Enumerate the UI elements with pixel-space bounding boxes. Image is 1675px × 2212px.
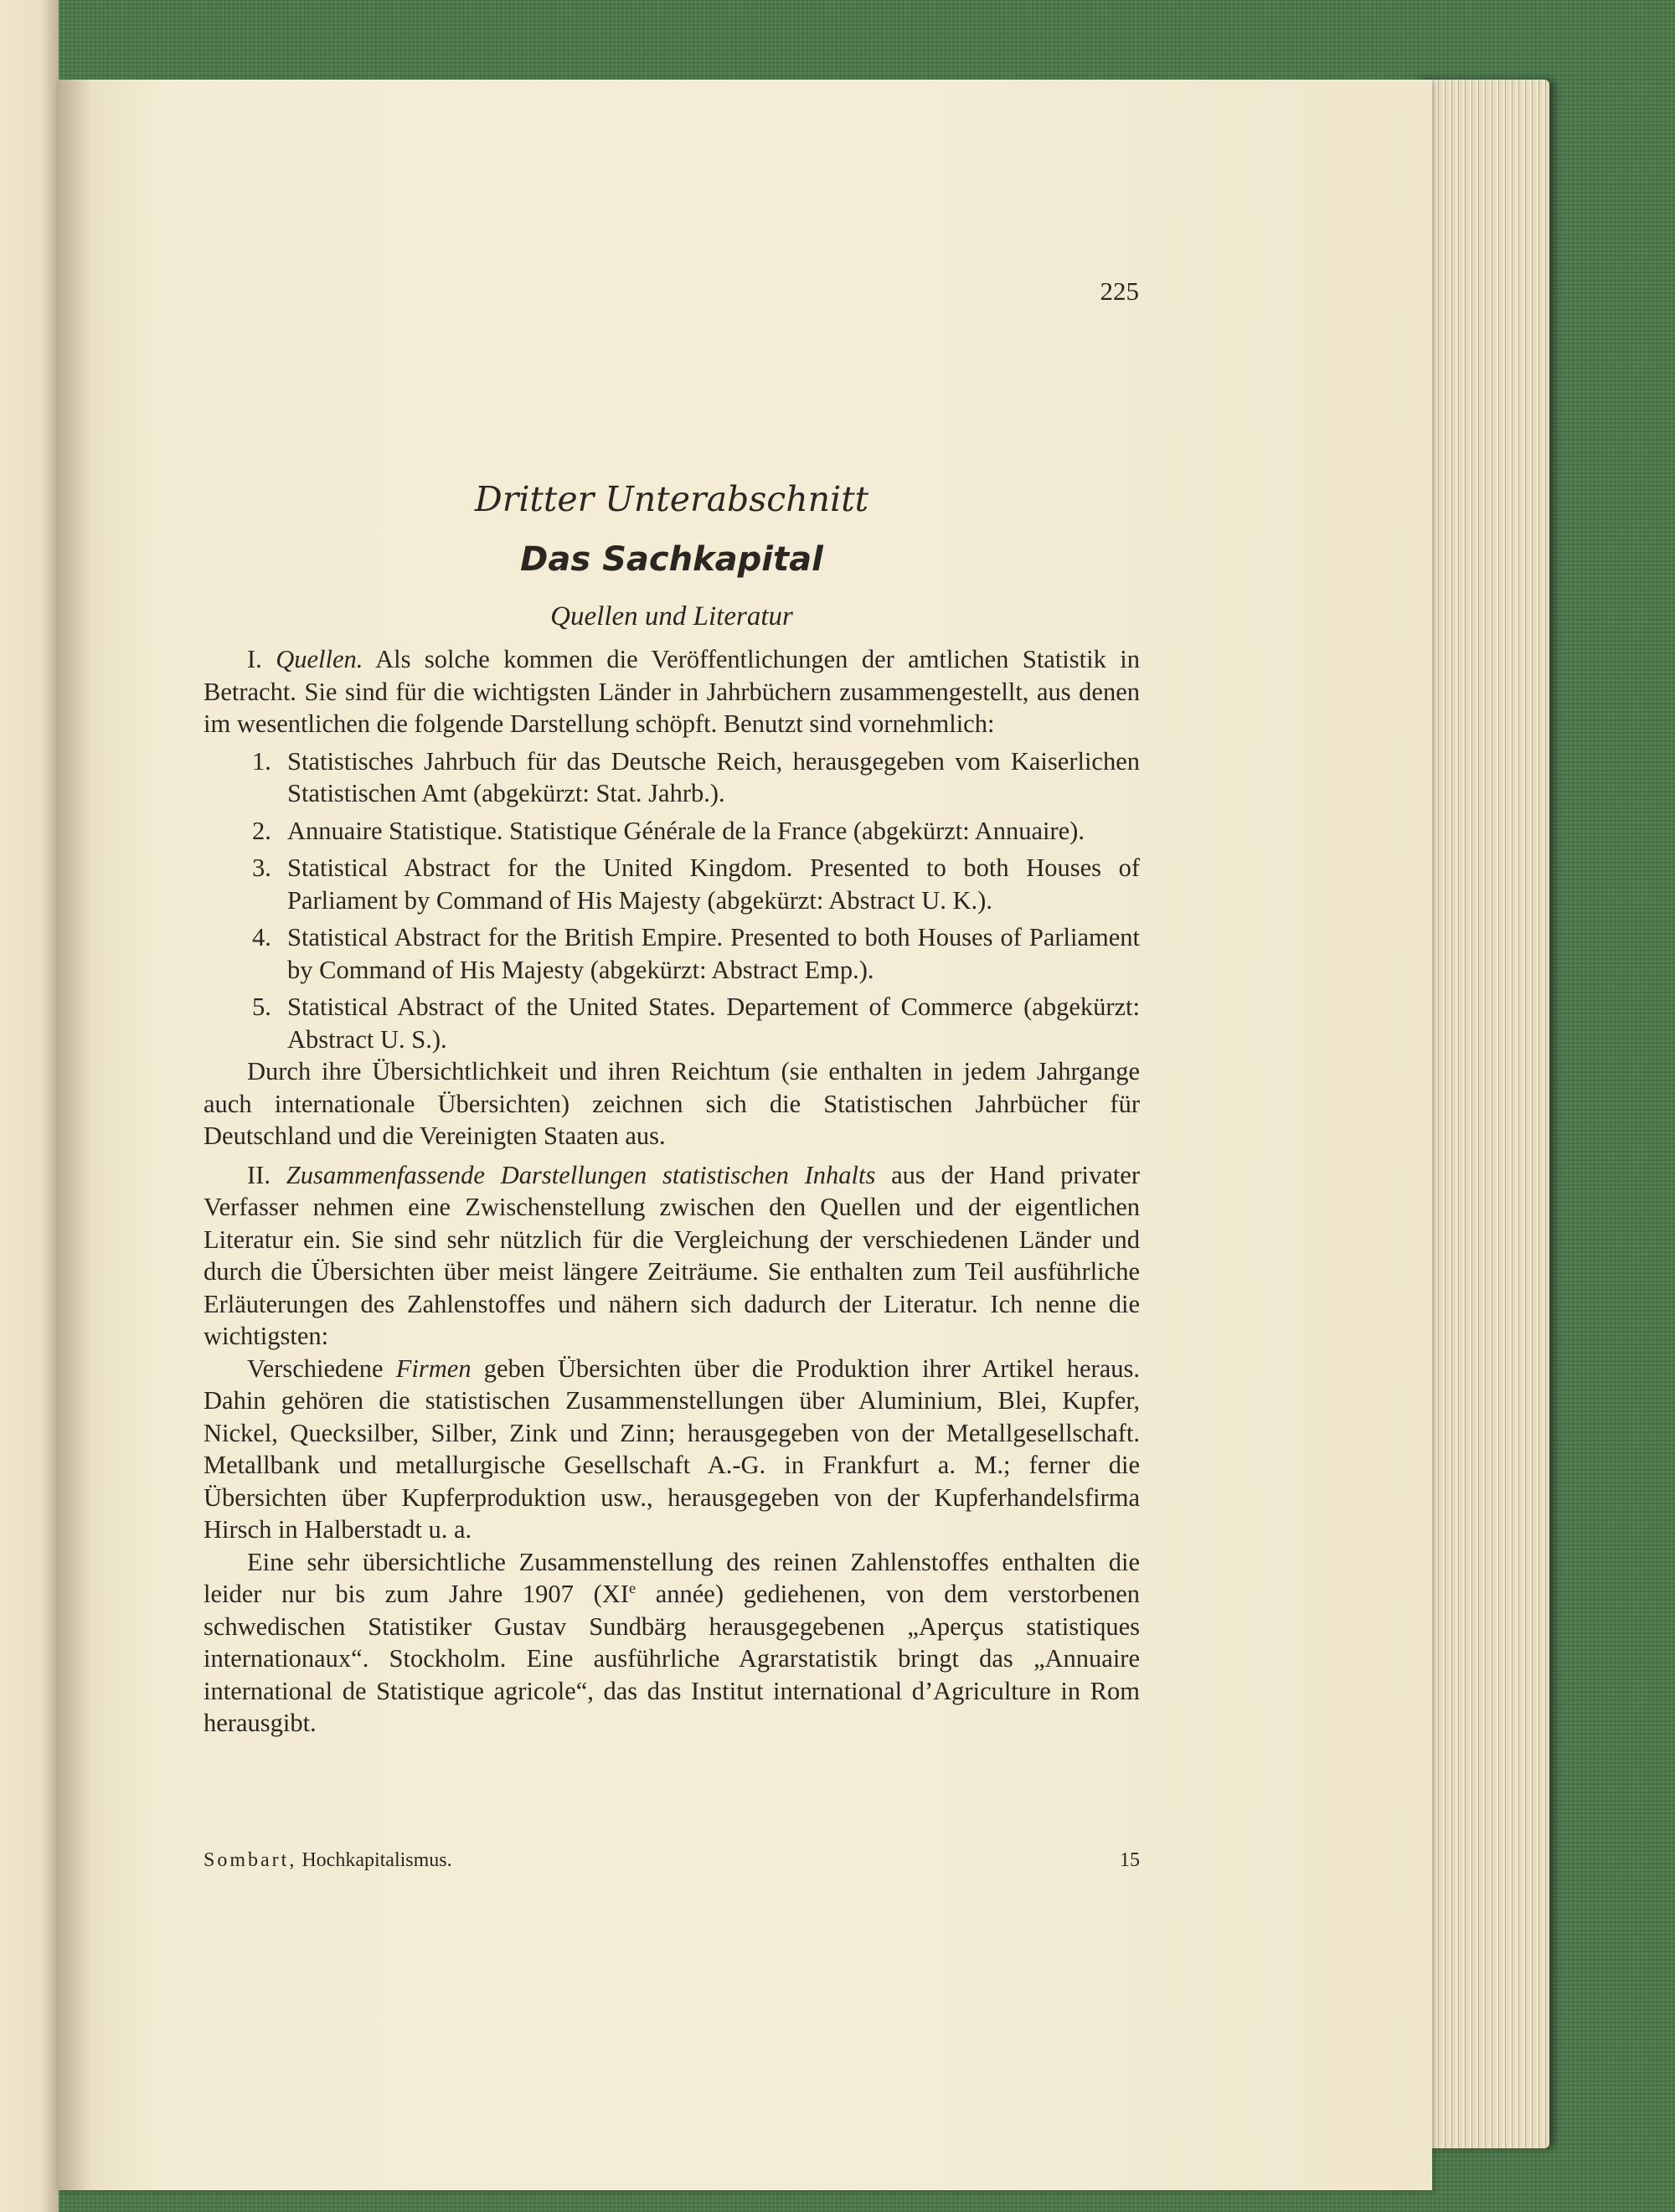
source-item (204, 815, 1140, 848)
last-after: année) gediehenen, von dem verstorbenen schwedischen Statistiker Gustav Sundbärg herausgegebenen „Aperçus statistiques internationaux“. Stockholm. Eine ausführliche Agrarstatistik bringt das „Annuaire international de Statistique agricole“, das das Institut international d’Agriculture in Rom herausgibt. (204, 1580, 1140, 1737)
gutter-shadow (59, 80, 92, 2190)
firms-italic: Firmen (395, 1353, 472, 1383)
firms-paragraph (204, 1353, 1140, 1546)
section-title: Dritter Unterabschnitt (474, 479, 869, 519)
source-item (204, 991, 1140, 1055)
last-before: Eine sehr übersichtliche Zusammenstellung des reinen Zahlenstoffes enthalten die leider nur bis zum Jahre 1907 (XI (204, 1547, 1140, 1608)
footer-author: Sombart, (204, 1849, 297, 1871)
last-paragraph (204, 1546, 1140, 1740)
sources-note: Durch ihre Übersichtlichkeit und ihren Reichtum (sie enthalten in jedem Jahrgange auch internationale Übersichten) zeichnen sich die Statistischen Jahrbücher für Deutschland und die Vereinigten Staaten aus. (204, 1057, 1140, 1150)
intro-text: Als solche kommen die Veröffentlichungen der amtlichen Statistik in Betracht. Sie sind für die wichtigsten Länder in Jahrbüchern zusammengestellt, aus denen im wesentlichen die folgende Darstellung schöpft. Benutzt sind vornehmlich: (204, 645, 1140, 738)
source-number: 1. (252, 746, 271, 776)
chapter-title: Das Sachkapital (520, 540, 823, 579)
page-block-edge (1415, 80, 1549, 2148)
part2-text: aus der Hand privater Verfasser nehmen eine Zwischenstellung zwischen den Quellen und der eigentlichen Literatur ein. Sie sind sehr nützlich für die Vergleichung der verschiedenen Länder und durch die Übersichten über meist längere Zeiträume. Sie enthalten zum Teil ausführliche Erläuterungen des Zahlenstoffes und nähern sich dadurch der Literatur. Ich nenne die wichtigsten: (204, 1160, 1140, 1350)
signature-mark: 15 (1120, 1849, 1140, 1871)
body-text (204, 643, 1140, 1740)
part2-label: II. (247, 1160, 286, 1189)
source-text: Statistical Abstract of the United States. Departement of Commerce (abgekürzt: Abstract U. S.). (287, 993, 1140, 1054)
page-number: 225 (1100, 276, 1139, 306)
source-number: 4. (252, 923, 271, 951)
intro-label: I. (247, 645, 276, 673)
facing-page-edge (0, 0, 59, 2212)
superscript: e (628, 1579, 636, 1596)
source-text: Statistical Abstract for the United Kingdom. Presented to both Houses of Parliament by Command of His Majesty (abgekürzt: Abstract U. K.). (287, 853, 1140, 915)
firms-before: Verschiedene (247, 1353, 396, 1383)
page-footer (204, 1849, 1140, 1872)
source-text: Statistical Abstract for the British Empire. Presented to both Houses of Parliament by Command of His Majesty (abgekürzt: Abstract Emp.). (287, 923, 1140, 984)
part2-paragraph (204, 1159, 1140, 1353)
source-number: 2. (252, 816, 271, 845)
footer-title: Hochkapitalismus. (296, 1849, 452, 1871)
source-item (204, 745, 1140, 810)
footer-reference (204, 1849, 452, 1872)
source-text: Annuaire Statistique. Statistique Générale de la France (abgekürzt: Annuaire). (287, 816, 1085, 845)
source-item (204, 921, 1140, 986)
intro-paragraph (204, 643, 1140, 740)
source-text: Statistisches Jahrbuch für das Deutsche Reich, herausgegeben vom Kaiserlichen Statistischen Amt (abgekürzt: Stat. Jahrb.). (287, 746, 1140, 807)
firms-after: geben Übersichten über die Produktion ihrer Artikel heraus. Dahin gehören die statistischen Zusammenstellungen über Aluminium, Blei, Kupfer, Nickel, Quecksilber, Silber, Zink und Zinn; herausgegeben von der Metallgesellschaft. Metallbank und metallurgische Gesellschaft A.-G. in Frankfurt a. M.; ferner die Übersichten über Kupferproduktion usw., herausgegeben von der Kupferhandelsfirma Hirsch in Halberstadt u. a. (204, 1353, 1140, 1544)
intro-label-italic: Quellen. (276, 645, 363, 673)
subheading: Quellen und Literatur (550, 601, 793, 632)
source-number: 5. (252, 993, 271, 1021)
source-number: 3. (252, 853, 271, 882)
part2-label-italic: Zusammenfassende Darstellungen statistischen Inhalts (286, 1160, 876, 1189)
source-item (204, 852, 1140, 916)
